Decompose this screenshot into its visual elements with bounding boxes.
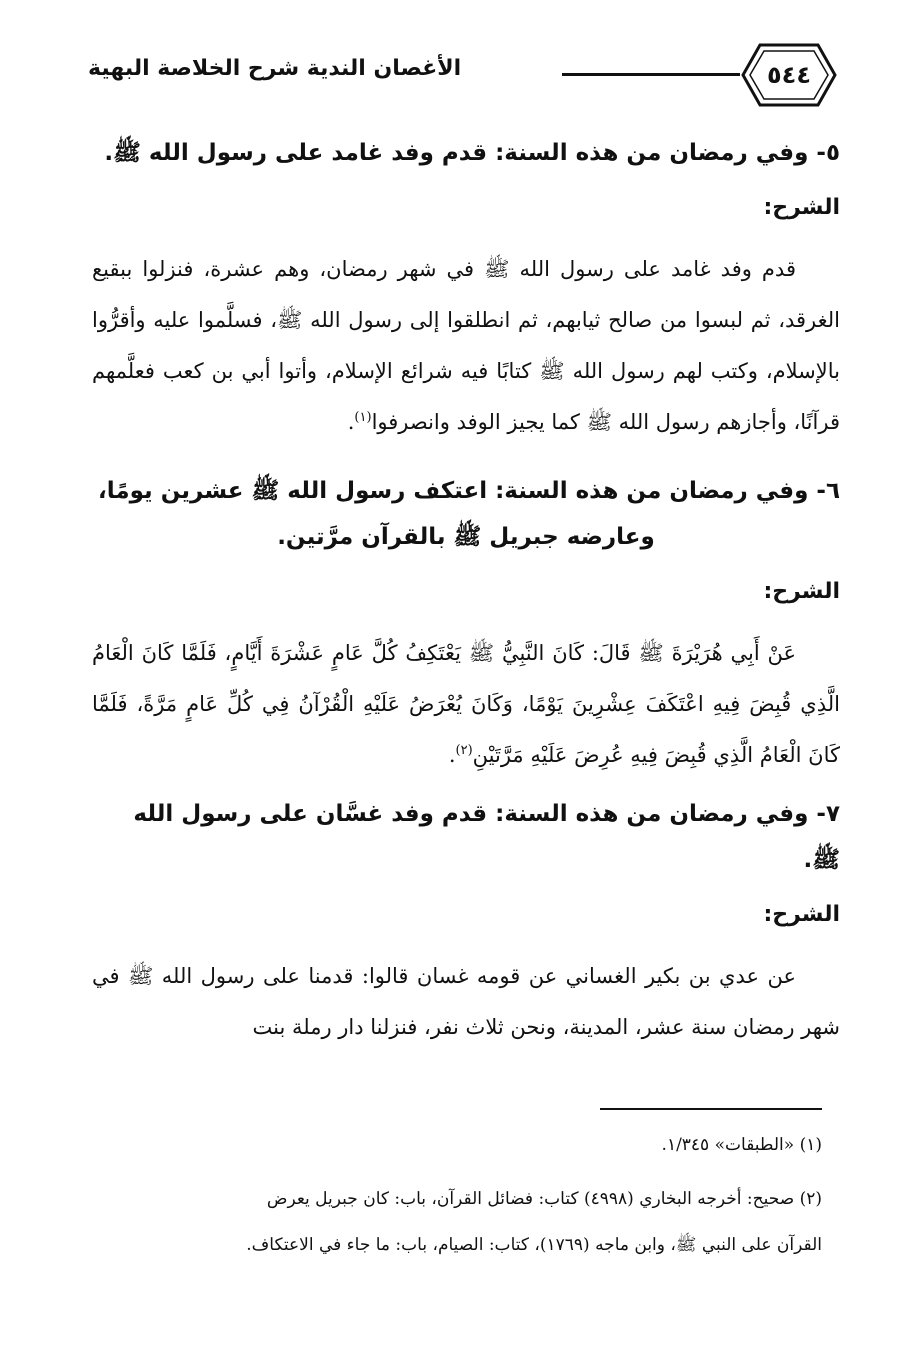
footnote-1 xyxy=(96,1122,822,1168)
footnote-text-continued: القرآن على النبي ﷺ، وابن ماجه (١٧٦٩)، كتاب: الصيام، باب: ما جاء في الاعتكاف. xyxy=(246,1235,822,1255)
section-paragraph: عن عدي بن بكير الغساني عن قومه غسان قالوا: قدمنا على رسول الله ﷺ في شهر رمضان سنة عشر، المدينة، ونحن ثلاث نفر، فنزلنا دار رملة بنت xyxy=(92,964,840,1039)
page-number: ٥٤٤ xyxy=(767,61,811,89)
running-title: الأغصان الندية شرح الخلاصة البهية xyxy=(88,56,462,81)
header-rule xyxy=(562,73,740,76)
sharh-label: الشرح: xyxy=(763,579,840,604)
paragraph-text: عَنْ أَبِي هُرَيْرَةَ ﷺ قَالَ: كَانَ النَّبِيُّ ﷺ يَعْتَكِفُ كُلَّ عَامٍ عَشْرَةَ أَيَّامٍ، فَلَمَّا كَانَ الْعَامُ الَّذِي قُبِضَ فِيهِ اعْتَكَفَ عِشْرِينَ يَوْمًا، وَكَانَ يُعْرَضُ عَلَيْهِ الْقُرْآنُ فِي كُلِّ عَامٍ مَرَّةً، فَلَمَّا كَانَ الْعَامُ الَّذِي قُبِضَ فِيهِ عُرِضَ عَلَيْهِ مَرَّتَيْنِ xyxy=(92,641,840,767)
page-number-badge xyxy=(740,42,838,108)
footnote-2 xyxy=(96,1176,822,1268)
footnote-separator xyxy=(600,1108,822,1110)
page-header xyxy=(78,42,838,108)
footnote-ref: (٢) xyxy=(455,743,473,758)
sharh-label: الشرح: xyxy=(763,195,840,220)
paragraph-text: قدم وفد غامد على رسول الله ﷺ في شهر رمضان، وهم عشرة، فنزلوا ببقيع الغرقد، ثم لبسوا من صالح ثيابهم، ثم انطلقوا إلى رسول الله ﷺ، فسلَّموا عليه وأقرُّوا بالإسلام، وكتب لهم رسول الله ﷺ كتابًا فيه شرائع الإسلام، وأتوا أبي بن كعب فعلَّمهم قرآنًا، وأجازهم رسول الله ﷺ كما يجيز الوفد وانصرفوا xyxy=(92,257,840,434)
footnote-text: (١) «الطبقات» ١/٣٤٥. xyxy=(661,1135,822,1155)
page-content xyxy=(92,130,840,1063)
footnotes xyxy=(96,1122,822,1276)
section-paragraph: قدم وفد غامد على رسول الله ﷺ في شهر رمضان، وهم عشرة، فنزلوا ببقيع الغرقد، ثم لبسوا من صالح ثيابهم، ثم انطلقوا إلى رسول الله ﷺ، فسلَّموا عليه وأقرُّوا بالإسلام، وكتب لهم رسول الله ﷺ كتابًا فيه شرائع الإسلام، وأتوا أبي بن كعب فعلَّمهم قرآنًا، وأجازهم رسول الله ﷺ كما يجيز الوفد وانصرفوا$^{(١)}$. xyxy=(92,257,840,434)
section-heading-continued: وعارضه جبريل ﷺ بالقرآن مرَّتين. xyxy=(277,524,655,550)
section-paragraph: عَنْ أَبِي هُرَيْرَةَ ﷺ قَالَ: كَانَ النَّبِيُّ ﷺ يَعْتَكِفُ كُلَّ عَامٍ عَشْرَةَ أَيَّامٍ، فَلَمَّا كَانَ الْعَامُ الَّذِي قُبِضَ فِيهِ اعْتَكَفَ عِشْرِينَ يَوْمًا، وَكَانَ يُعْرَضُ عَلَيْهِ الْقُرْآنُ فِي كُلِّ عَامٍ مَرَّةً، فَلَمَّا كَانَ الْعَامُ الَّذِي قُبِضَ فِيهِ عُرِضَ عَلَيْهِ مَرَّتَيْنِ$^{(٢)}$. xyxy=(92,641,840,767)
section-heading: ٥- وفي رمضان من هذه السنة: قدم وفد غامد على رسول الله ﷺ. xyxy=(104,140,840,166)
footnote-text: (٢) صحيح: أخرجه البخاري (٤٩٩٨) كتاب: فضائل القرآن، باب: كان جبريل يعرض xyxy=(266,1189,822,1209)
section-heading: ٦- وفي رمضان من هذه السنة: اعتكف رسول الله ﷺ عشرين يومًا، xyxy=(98,478,840,504)
section-heading: ٧- وفي رمضان من هذه السنة: قدم وفد غسَّان على رسول الله ﷺ. xyxy=(133,801,840,873)
footnote-ref: (١) xyxy=(354,410,372,425)
sharh-label: الشرح: xyxy=(763,902,840,927)
